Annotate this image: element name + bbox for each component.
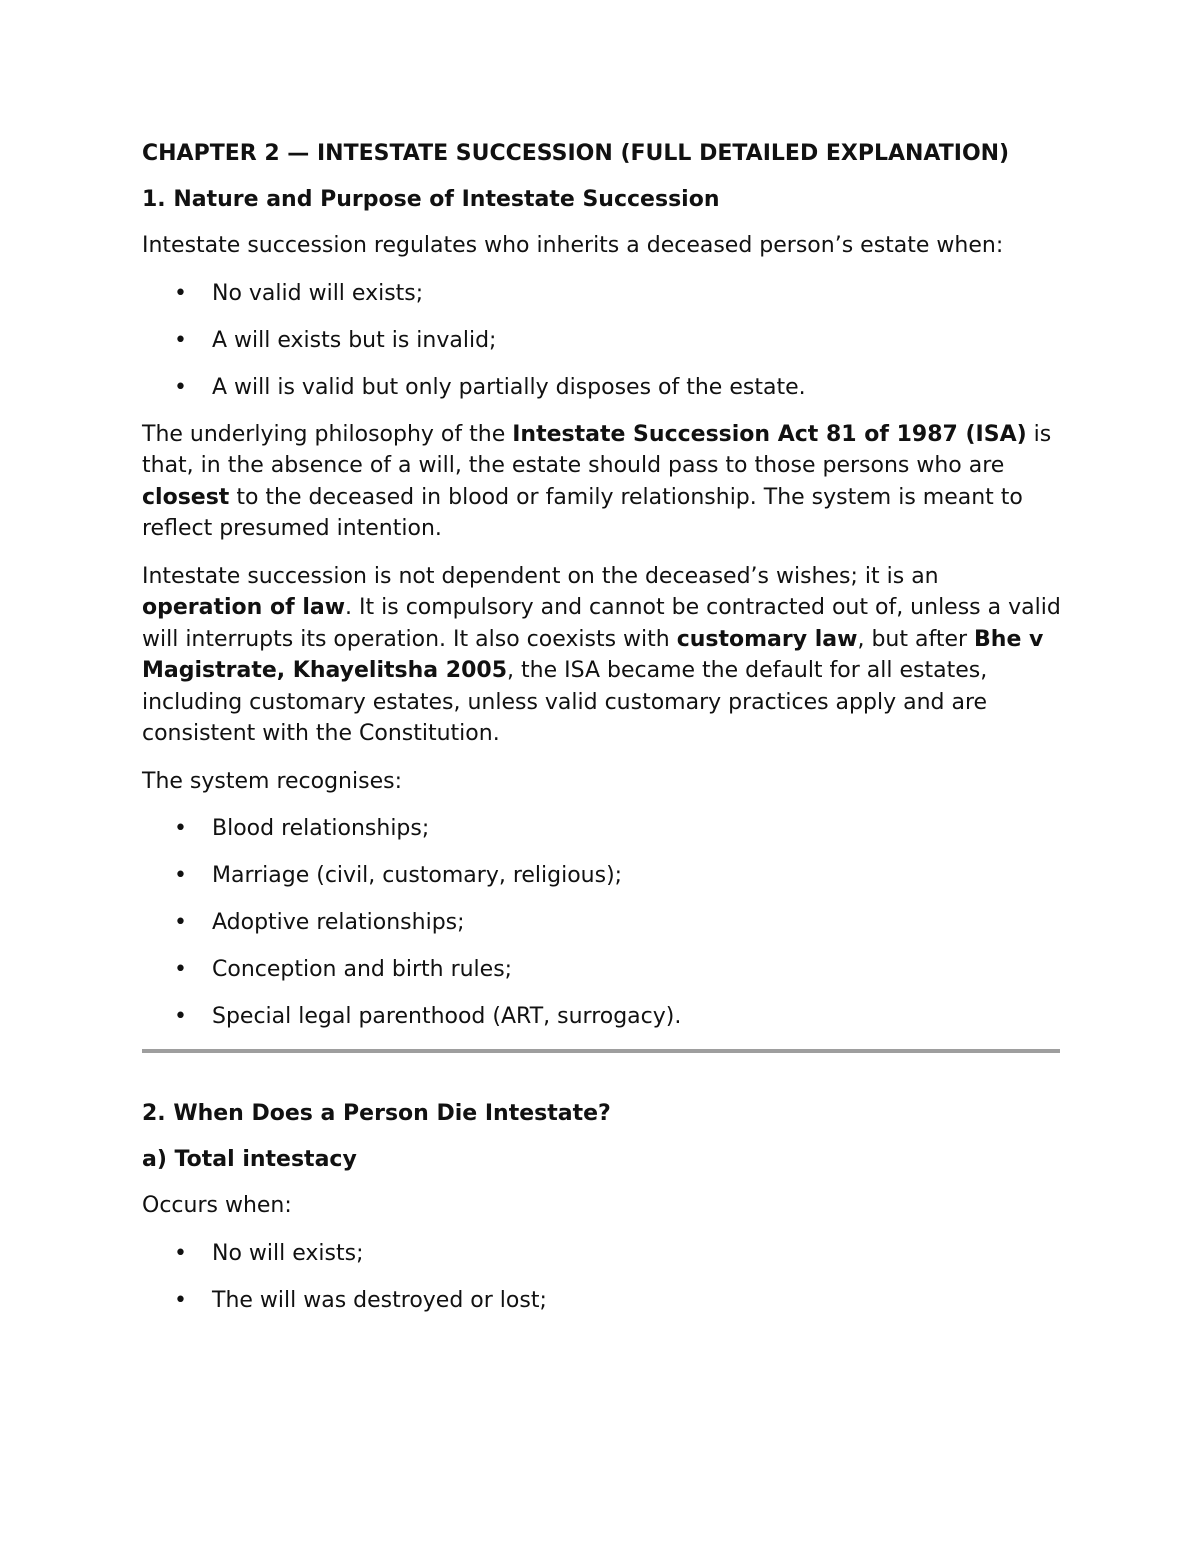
list-item	[142, 907, 1062, 938]
bullet-icon: •	[174, 1287, 187, 1313]
conditions-list	[142, 278, 1062, 403]
section-1-heading: 1. Nature and Purpose of Intestate Succession	[142, 187, 720, 212]
list-item-text: Adoptive relationships;	[212, 910, 465, 935]
text-run: to the deceased in blood or family relationship. The system is meant to reflect presumed intention.	[142, 484, 1023, 541]
bullet-icon: •	[174, 863, 187, 888]
list-item	[142, 1001, 1062, 1032]
list-item-text: Marriage (civil, customary, religious);	[212, 863, 623, 888]
list-item	[142, 278, 1062, 309]
act-name: Intestate Succession Act 81 of 1987 (ISA)	[512, 421, 1027, 447]
section-1-intro: Intestate succession regulates who inherits a deceased person’s estate when:	[142, 233, 1004, 258]
bullet-icon: •	[174, 816, 187, 841]
list-item-text: A will exists but is invalid;	[212, 327, 497, 353]
list-item-text: No valid will exists;	[212, 280, 424, 306]
list-item	[142, 813, 1062, 844]
operation-of-law-paragraph	[142, 561, 1062, 750]
bullet-icon: •	[174, 374, 187, 400]
list-item	[142, 954, 1062, 985]
recognises-intro: The system recognises:	[142, 768, 402, 794]
list-item-text: No will exists;	[212, 1240, 364, 1266]
emphasis-operation-of-law: operation of law	[142, 595, 346, 620]
bullet-icon: •	[174, 327, 187, 353]
bullet-icon: •	[174, 910, 187, 935]
bullet-icon: •	[174, 957, 187, 982]
list-item-text: Special legal parenthood (ART, surrogacy).	[212, 1004, 682, 1029]
list-item-text: A will is valid but only partially disposes of the estate.	[212, 374, 806, 400]
text-run: is that, in the absence of a will, the estate should pass to those persons who are	[142, 421, 1052, 478]
chapter-title: CHAPTER 2 — INTESTATE SUCCESSION (FULL DETAILED EXPLANATION)	[142, 141, 1010, 166]
text-run: Intestate succession is not dependent on the deceased’s wishes; it is an	[142, 563, 939, 589]
section-2-intro: Occurs when:	[142, 1193, 292, 1218]
list-item-text: The will was destroyed or lost;	[212, 1287, 547, 1313]
list-item-text: Conception and birth rules;	[212, 957, 513, 982]
philosophy-paragraph	[142, 419, 1062, 545]
list-item	[142, 1285, 1062, 1316]
text-run: The underlying philosophy of the	[142, 421, 513, 447]
text-run: , the ISA became the default for all estates, including customary estates, unless valid customary practices apply and are consistent with the Constitution.	[142, 658, 988, 746]
section-2-heading: 2. When Does a Person Die Intestate?	[142, 1101, 611, 1126]
bullet-icon: •	[174, 1004, 187, 1029]
subsection-heading: a) Total intestacy	[142, 1147, 357, 1172]
document-page	[142, 138, 1062, 1332]
list-item	[142, 860, 1062, 891]
bullet-icon: •	[174, 280, 187, 306]
total-intestacy-list	[142, 1238, 1062, 1316]
horizontal-rule	[142, 1049, 1060, 1053]
text-run: . It is compulsory and cannot be contracted out of, unless a valid will interrupts its operation. It also coexists with	[142, 595, 1061, 652]
bullet-icon: •	[174, 1240, 187, 1266]
case-citation: Bhe v Magistrate, Khayelitsha 2005	[142, 626, 1044, 683]
emphasis-closest: closest	[142, 484, 230, 510]
list-item-text: Blood relationships;	[212, 816, 430, 841]
recognises-list	[142, 813, 1062, 1032]
list-item	[142, 325, 1062, 356]
text-run: , but after	[857, 626, 975, 652]
list-item	[142, 372, 1062, 403]
list-item	[142, 1238, 1062, 1269]
emphasis-customary-law: customary law	[676, 626, 858, 652]
